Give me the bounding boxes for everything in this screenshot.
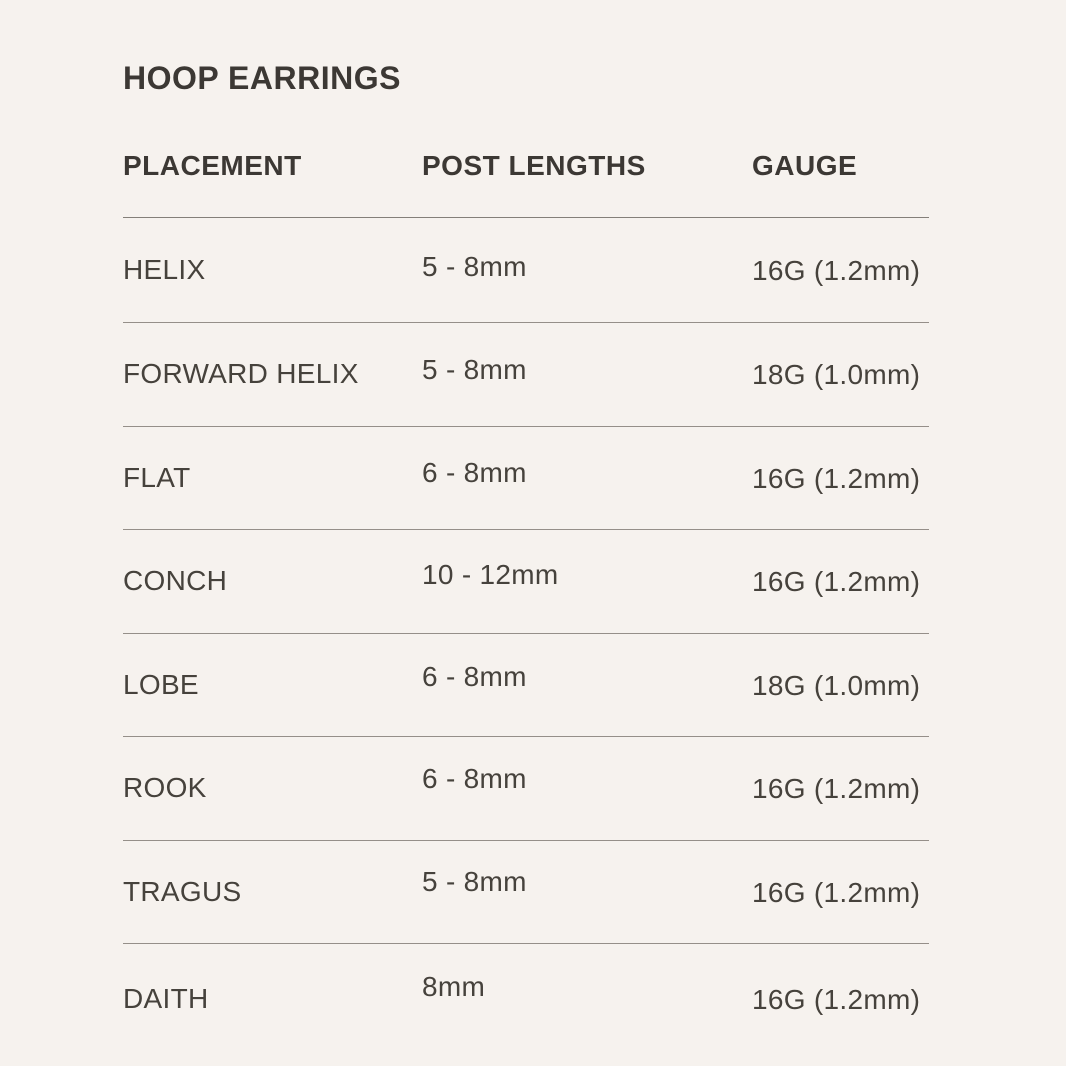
cell-placement: DAITH bbox=[123, 982, 209, 1014]
table-row bbox=[123, 840, 929, 944]
column-header-placement: PLACEMENT bbox=[123, 150, 302, 181]
cell-post-lengths: 5 - 8mm bbox=[422, 354, 527, 386]
table-row bbox=[123, 633, 929, 737]
cell-placement: TRAGUS bbox=[123, 875, 242, 907]
cell-placement: CONCH bbox=[123, 565, 228, 597]
page-title: HOOP EARRINGS bbox=[123, 60, 401, 96]
cell-post-lengths: 6 - 8mm bbox=[422, 660, 527, 692]
cell-gauge: 18G (1.0mm) bbox=[752, 359, 921, 391]
table-row bbox=[123, 943, 929, 1053]
column-header-post-lengths: POST LENGTHS bbox=[422, 150, 646, 181]
table-row bbox=[123, 736, 929, 840]
cell-post-lengths: 8mm bbox=[422, 970, 486, 1002]
table-row bbox=[123, 426, 929, 530]
cell-gauge: 16G (1.2mm) bbox=[752, 876, 921, 908]
cell-placement: FLAT bbox=[123, 461, 191, 493]
cell-gauge: 16G (1.2mm) bbox=[752, 773, 921, 805]
cell-placement: HELIX bbox=[123, 254, 206, 285]
cell-post-lengths: 5 - 8mm bbox=[422, 251, 527, 282]
table-row bbox=[123, 529, 929, 633]
table-column-headers bbox=[123, 152, 929, 180]
cell-post-lengths: 6 - 8mm bbox=[422, 763, 527, 795]
table-row bbox=[123, 322, 929, 426]
table-row bbox=[123, 217, 929, 322]
cell-gauge: 16G (1.2mm) bbox=[752, 566, 921, 598]
cell-placement: ROOK bbox=[123, 772, 207, 804]
cell-gauge: 16G (1.2mm) bbox=[752, 983, 921, 1015]
cell-placement: LOBE bbox=[123, 668, 199, 700]
cell-post-lengths: 10 - 12mm bbox=[422, 559, 559, 591]
cell-gauge: 18G (1.0mm) bbox=[752, 669, 921, 701]
size-chart-table bbox=[123, 217, 929, 1053]
cell-gauge: 16G (1.2mm) bbox=[752, 255, 921, 286]
cell-gauge: 16G (1.2mm) bbox=[752, 462, 921, 494]
column-header-gauge: GAUGE bbox=[752, 150, 858, 181]
cell-post-lengths: 5 - 8mm bbox=[422, 865, 527, 897]
cell-placement: FORWARD HELIX bbox=[123, 358, 359, 390]
cell-post-lengths: 6 - 8mm bbox=[422, 456, 527, 488]
